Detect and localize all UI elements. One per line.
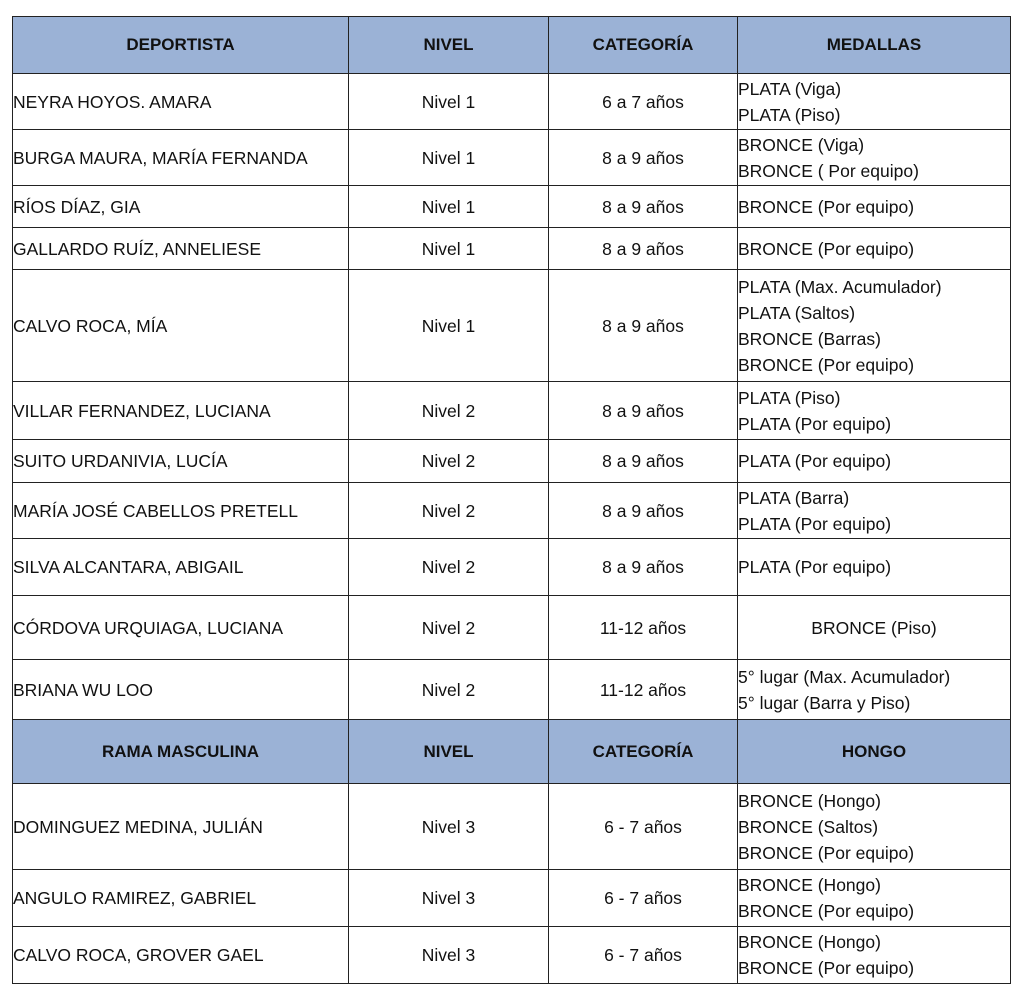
- athlete-category: 6 a 7 años: [549, 74, 738, 130]
- athlete-level: Nivel 1: [349, 186, 549, 228]
- athlete-level: Nivel 1: [349, 270, 549, 382]
- athlete-category: 8 a 9 años: [549, 228, 738, 270]
- results-table: [12, 16, 1011, 984]
- header-level: NIVEL: [349, 720, 549, 784]
- medal-entry: BRONCE (Barras): [738, 328, 881, 349]
- athlete-medals: [738, 74, 1011, 130]
- medal-entry: BRONCE (Hongo): [738, 875, 881, 895]
- athlete-category: 8 a 9 años: [549, 270, 738, 382]
- athlete-name: SUITO URDANIVIA, LUCÍA: [13, 440, 349, 483]
- table-row: [13, 660, 1011, 720]
- athlete-category: 8 a 9 años: [549, 440, 738, 483]
- table-row: [13, 539, 1011, 596]
- medal-entry: 5° lugar (Max. Acumulador): [738, 666, 951, 687]
- table-row: [13, 228, 1011, 270]
- athlete-category: 8 a 9 años: [549, 483, 738, 539]
- header-level: NIVEL: [349, 17, 549, 74]
- medal-entry: PLATA (Piso): [738, 104, 841, 125]
- athlete-name: SILVA ALCANTARA, ABIGAIL: [13, 539, 349, 596]
- athlete-category: 11-12 años: [549, 660, 738, 720]
- athlete-category: 11-12 años: [549, 596, 738, 660]
- athlete-name: CALVO ROCA, MÍA: [13, 270, 349, 382]
- medal-entry: 5° lugar (Barra y Piso): [738, 692, 911, 713]
- medal-entry: BRONCE (Saltos): [738, 816, 879, 837]
- athlete-name: RÍOS DÍAZ, GIA: [13, 186, 349, 228]
- athlete-level: Nivel 1: [349, 74, 549, 130]
- athlete-level: Nivel 2: [349, 596, 549, 660]
- athlete-category: 6 - 7 años: [549, 784, 738, 870]
- athlete-level: Nivel 3: [349, 784, 549, 870]
- athlete-medals: [738, 228, 1011, 270]
- athlete-medals: [738, 186, 1011, 228]
- athlete-name: DOMINGUEZ MEDINA, JULIÁN: [13, 784, 349, 870]
- medal-entry: BRONCE (Por equipo): [738, 958, 915, 978]
- athlete-medals: [738, 660, 1011, 720]
- table-row: [13, 440, 1011, 483]
- header-category: CATEGORÍA: [549, 720, 738, 784]
- medal-entry: BRONCE (Viga): [738, 134, 865, 155]
- medal-entry: PLATA (Piso): [738, 387, 841, 408]
- athlete-name: CALVO ROCA, GROVER GAEL: [13, 927, 349, 984]
- athlete-name: ANGULO RAMIREZ, GABRIEL: [13, 870, 349, 927]
- athlete-medals: [738, 130, 1011, 186]
- medal-entry: BRONCE (Por equipo): [738, 842, 915, 863]
- athlete-name: BRIANA WU LOO: [13, 660, 349, 720]
- medal-entry: BRONCE (Hongo): [738, 790, 881, 811]
- header-category: CATEGORÍA: [549, 17, 738, 74]
- athlete-name: VILLAR FERNANDEZ, LUCIANA: [13, 382, 349, 440]
- header-male-section: RAMA MASCULINA: [13, 720, 349, 784]
- medal-entry: BRONCE ( Por equipo): [738, 160, 919, 181]
- table-row: [13, 784, 1011, 870]
- table-row: [13, 382, 1011, 440]
- table-row: [13, 74, 1011, 130]
- medal-entry: BRONCE (Hongo): [738, 932, 881, 952]
- athlete-category: 6 - 7 años: [549, 870, 738, 927]
- athlete-medals: [738, 596, 1011, 660]
- medal-entry: PLATA (Por equipo): [738, 413, 892, 434]
- athlete-name: GALLARDO RUÍZ, ANNELIESE: [13, 228, 349, 270]
- header-athlete: DEPORTISTA: [13, 17, 349, 74]
- medal-entry: PLATA (Max. Acumulador): [738, 276, 942, 297]
- athlete-category: 8 a 9 años: [549, 186, 738, 228]
- header-hongo: HONGO: [738, 720, 1011, 784]
- athlete-medals: [738, 784, 1011, 870]
- athlete-level: Nivel 2: [349, 539, 549, 596]
- athlete-medals: [738, 270, 1011, 382]
- athlete-medals: [738, 927, 1011, 984]
- athlete-level: Nivel 2: [349, 440, 549, 483]
- table-row: [13, 130, 1011, 186]
- header-medals: MEDALLAS: [738, 17, 1011, 74]
- medal-entry: BRONCE (Piso): [811, 617, 937, 638]
- athlete-level: Nivel 2: [349, 660, 549, 720]
- athlete-medals: [738, 382, 1011, 440]
- medal-entry: BRONCE (Por equipo): [738, 238, 915, 259]
- athlete-name: CÓRDOVA URQUIAGA, LUCIANA: [13, 596, 349, 660]
- athlete-category: 6 - 7 años: [549, 927, 738, 984]
- medal-entry: PLATA (Por equipo): [738, 451, 892, 471]
- athlete-medals: [738, 440, 1011, 483]
- table-row: [13, 186, 1011, 228]
- medal-entry: BRONCE (Por equipo): [738, 901, 915, 921]
- table-row: [13, 870, 1011, 927]
- athlete-level: Nivel 2: [349, 483, 549, 539]
- athlete-name: BURGA MAURA, MARÍA FERNANDA: [13, 130, 349, 186]
- athlete-medals: [738, 539, 1011, 596]
- table-row: [13, 483, 1011, 539]
- athlete-category: 8 a 9 años: [549, 382, 738, 440]
- athlete-category: 8 a 9 años: [549, 130, 738, 186]
- athlete-medals: [738, 483, 1011, 539]
- athlete-level: Nivel 2: [349, 382, 549, 440]
- athlete-level: Nivel 3: [349, 927, 549, 984]
- athlete-level: Nivel 1: [349, 228, 549, 270]
- male-header-row: [13, 720, 1011, 784]
- athlete-name: NEYRA HOYOS. AMARA: [13, 74, 349, 130]
- athlete-name: MARÍA JOSÉ CABELLOS PRETELL: [13, 483, 349, 539]
- athlete-level: Nivel 3: [349, 870, 549, 927]
- medal-entry: PLATA (Barra): [738, 487, 850, 508]
- medal-entry: BRONCE (Por equipo): [738, 196, 915, 217]
- athlete-level: Nivel 1: [349, 130, 549, 186]
- table-row: [13, 596, 1011, 660]
- table-row: [13, 927, 1011, 984]
- female-header-row: [13, 17, 1011, 74]
- medal-entry: PLATA (Por equipo): [738, 557, 892, 577]
- medal-entry: BRONCE (Por equipo): [738, 354, 915, 375]
- athlete-medals: [738, 870, 1011, 927]
- medal-entry: PLATA (Viga): [738, 78, 842, 99]
- medal-entry: PLATA (Por equipo): [738, 513, 892, 534]
- table-row: [13, 270, 1011, 382]
- medal-entry: PLATA (Saltos): [738, 302, 856, 323]
- athlete-category: 8 a 9 años: [549, 539, 738, 596]
